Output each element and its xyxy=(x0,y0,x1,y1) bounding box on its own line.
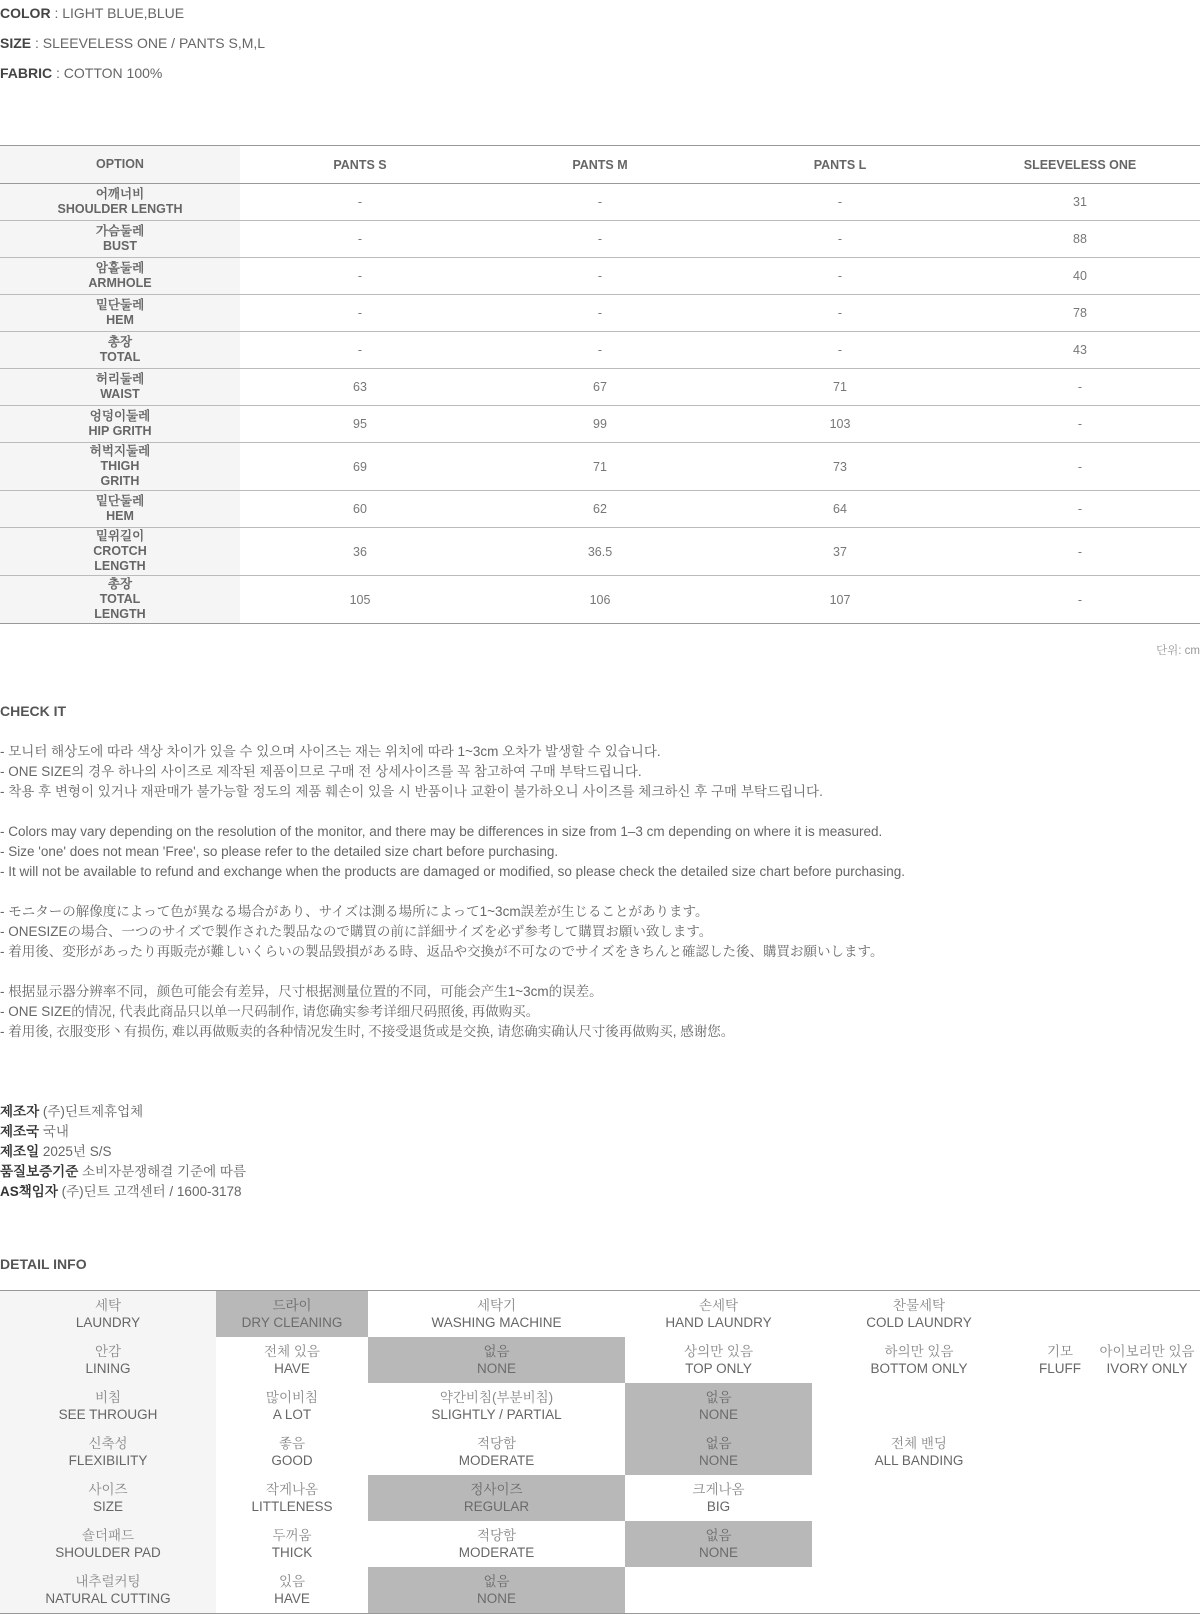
option-en: BUST xyxy=(102,239,138,253)
check-title: CHECK IT xyxy=(0,703,67,719)
detail-empty xyxy=(1094,1429,1200,1475)
detail-empty xyxy=(1094,1475,1200,1521)
spec-fabric-label: FABRIC xyxy=(0,65,53,81)
manufacturer-label: 품질보증기준 xyxy=(0,1164,79,1179)
check-line: - ONE SIZE的情况, 代表此商品只以单一尺码制作, 请您确实参考详细尺码照後, 再做购买。 xyxy=(0,1004,540,1019)
check-notes xyxy=(0,742,1200,1062)
spec-fabric-value: : COTTON 100% xyxy=(52,65,163,81)
size-row-option xyxy=(0,295,240,332)
detail-empty xyxy=(1026,1291,1094,1338)
detail-option-ko: 없음 xyxy=(705,1436,732,1451)
size-value: 64 xyxy=(720,491,960,528)
option-ko: 가슴둘레 xyxy=(95,224,145,238)
manufacturer-value: 소비자분쟁해결 기준에 따름 xyxy=(78,1164,246,1179)
detail-row xyxy=(0,1337,1200,1383)
check-paragraph xyxy=(0,742,1200,802)
spec-color-label: COLOR xyxy=(0,5,51,21)
detail-option xyxy=(1026,1337,1094,1383)
detail-option xyxy=(216,1383,368,1429)
detail-option-en: MODERATE xyxy=(458,1545,535,1560)
detail-option xyxy=(216,1475,368,1521)
detail-option xyxy=(625,1475,812,1521)
option-en: WAIST xyxy=(100,387,140,401)
header-pants-l: PANTS L xyxy=(720,146,960,184)
manufacturer-line xyxy=(0,1102,246,1122)
detail-empty xyxy=(1026,1383,1094,1429)
option-en: HEM xyxy=(106,509,134,523)
detail-option xyxy=(1094,1337,1200,1383)
spec-color-value: : LIGHT BLUE,BLUE xyxy=(50,5,185,21)
detail-option-ko: 찬물세탁 xyxy=(892,1298,946,1313)
detail-row xyxy=(0,1383,1200,1429)
size-value: 71 xyxy=(720,369,960,406)
size-row-option xyxy=(0,406,240,443)
detail-row xyxy=(0,1567,1200,1614)
detail-empty xyxy=(1026,1475,1094,1521)
detail-option xyxy=(216,1521,368,1567)
option-en: LENGTH xyxy=(94,607,146,621)
size-value: 36.5 xyxy=(480,528,720,576)
size-row-option xyxy=(0,443,240,491)
manufacturer-line xyxy=(0,1122,246,1142)
detail-option-ko: 없음 xyxy=(483,1574,510,1589)
option-en: TOTAL xyxy=(99,592,141,606)
size-row-option xyxy=(0,369,240,406)
detail-option xyxy=(812,1429,1026,1475)
detail-label-ko: 안감 xyxy=(94,1344,122,1359)
detail-option-ko: 없음 xyxy=(705,1390,732,1405)
size-row-option xyxy=(0,491,240,528)
size-value: - xyxy=(960,406,1200,443)
spec-fabric xyxy=(0,65,162,81)
detail-empty xyxy=(812,1475,1026,1521)
detail-option-en: NONE xyxy=(699,1407,739,1422)
size-value: - xyxy=(240,221,480,258)
option-ko: 엉덩이둘레 xyxy=(89,409,151,423)
detail-label-ko: 신축성 xyxy=(88,1436,128,1451)
size-value: - xyxy=(240,332,480,369)
size-value: 105 xyxy=(349,592,371,607)
size-value: - xyxy=(720,184,960,221)
detail-option-ko: 세탁기 xyxy=(476,1298,517,1313)
detail-option xyxy=(812,1337,1026,1383)
detail-option xyxy=(625,1337,812,1383)
option-en: HIP GRITH xyxy=(88,424,152,438)
option-ko: 암홀둘레 xyxy=(95,261,145,275)
detail-label xyxy=(0,1291,216,1338)
size-value: 67 xyxy=(480,369,720,406)
check-paragraph xyxy=(0,822,1200,882)
size-value: 71 xyxy=(480,443,720,491)
size-value: - xyxy=(480,184,720,221)
detail-empty xyxy=(1094,1291,1200,1338)
size-value: - xyxy=(960,443,1200,491)
detail-label-ko: 숄더패드 xyxy=(81,1528,135,1543)
size-value: - xyxy=(720,295,960,332)
option-en: TOTAL xyxy=(99,350,141,364)
check-line: - ONE SIZE의 경우 하나의 사이즈로 제작된 제품이므로 구매 전 상세사이즈를 꼭 참고하여 구매 부탁드립니다. xyxy=(0,764,642,779)
option-ko: 밑단둘레 xyxy=(95,298,145,312)
detail-table xyxy=(0,1290,1200,1614)
manufacturer-label: 제조국 xyxy=(0,1124,40,1139)
size-value: - xyxy=(960,491,1200,528)
manufacturer-label: 제조자 xyxy=(0,1104,40,1119)
detail-option-en: LITTLENESS xyxy=(251,1499,333,1514)
manufacturer-line xyxy=(0,1182,246,1202)
detail-empty xyxy=(667,1567,812,1614)
manufacturer-value: (주)딘트 고객센터 / 1600-3178 xyxy=(57,1184,242,1199)
spec-color xyxy=(0,5,184,21)
detail-option-en: WASHING MACHINE xyxy=(431,1315,562,1330)
option-en: SHOULDER LENGTH xyxy=(57,202,183,216)
detail-label xyxy=(0,1337,216,1383)
size-value: - xyxy=(720,221,960,258)
detail-option-ko: 상의만 있음 xyxy=(684,1344,753,1359)
size-row xyxy=(0,221,1200,258)
size-value: 107 xyxy=(829,592,851,607)
size-value: - xyxy=(240,295,480,332)
size-row xyxy=(0,528,1200,576)
detail-option-en: THICK xyxy=(271,1545,313,1560)
detail-empty xyxy=(1026,1429,1094,1475)
detail-option-en: TOP ONLY xyxy=(685,1361,752,1376)
detail-empty xyxy=(812,1567,1026,1614)
size-row xyxy=(0,258,1200,295)
detail-option-en: GOOD xyxy=(271,1453,313,1468)
unit-label: 단위: cm xyxy=(1156,645,1200,657)
detail-option-en: COLD LAUNDRY xyxy=(866,1315,972,1330)
detail-option-en: ALL BANDING xyxy=(874,1453,964,1468)
detail-option-en: NONE xyxy=(699,1545,739,1560)
size-value: 40 xyxy=(960,258,1200,295)
size-value: 60 xyxy=(240,491,480,528)
detail-label-ko: 비침 xyxy=(94,1390,122,1405)
detail-label-ko: 사이즈 xyxy=(88,1482,128,1497)
size-value: - xyxy=(480,221,720,258)
detail-option xyxy=(368,1383,625,1429)
detail-option-en: HAND LAUNDRY xyxy=(665,1315,772,1330)
option-ko: 총장 xyxy=(107,577,133,591)
detail-label xyxy=(0,1567,216,1614)
detail-empty xyxy=(625,1567,667,1614)
size-row-option xyxy=(0,184,240,221)
detail-option-ko: 하의만 있음 xyxy=(884,1344,954,1359)
size-table xyxy=(0,145,1200,624)
detail-option xyxy=(216,1567,368,1614)
detail-option-ko: 전체 있음 xyxy=(264,1344,320,1359)
detail-empty xyxy=(1026,1567,1094,1614)
size-value: 95 xyxy=(240,406,480,443)
detail-option-selected xyxy=(216,1291,368,1338)
size-value: 99 xyxy=(480,406,720,443)
detail-label-en: NATURAL CUTTING xyxy=(45,1591,171,1606)
detail-option-ko: 기모 xyxy=(1046,1344,1074,1359)
detail-empty xyxy=(1094,1383,1200,1429)
detail-row xyxy=(0,1291,1200,1338)
detail-empty xyxy=(812,1521,1026,1567)
size-value: 37 xyxy=(720,528,960,576)
detail-option-selected xyxy=(368,1567,625,1614)
detail-label xyxy=(0,1429,216,1475)
size-value: - xyxy=(960,528,1200,576)
detail-label xyxy=(0,1475,216,1521)
size-value: - xyxy=(480,258,720,295)
size-value: 73 xyxy=(720,443,960,491)
detail-option-selected xyxy=(368,1475,625,1521)
option-en: LENGTH xyxy=(94,559,146,573)
detail-empty xyxy=(1026,1521,1094,1567)
detail-option-ko: 없음 xyxy=(483,1344,510,1359)
manufacturer-value: 국내 xyxy=(39,1124,69,1139)
detail-option-en: FLUFF xyxy=(1039,1361,1082,1376)
option-en: HEM xyxy=(106,313,134,327)
detail-label xyxy=(0,1521,216,1567)
size-row xyxy=(0,184,1200,221)
spec-size-label: SIZE xyxy=(0,35,32,51)
detail-option xyxy=(625,1291,812,1338)
detail-label-ko: 세탁 xyxy=(94,1298,122,1313)
size-value: - xyxy=(720,258,960,295)
detail-option-en: IVORY ONLY xyxy=(1106,1361,1188,1376)
option-en: CROTCH xyxy=(93,544,147,558)
detail-option-selected xyxy=(625,1429,812,1475)
detail-option-ko: 전체 밴딩 xyxy=(891,1436,947,1451)
size-row xyxy=(0,295,1200,332)
detail-option-ko: 크게나옴 xyxy=(692,1482,745,1497)
check-line: - 着用後、変形があったり再販売が難しいくらいの製品毀損がある時、返品や交換が不可なのでサイズをきちんと確認した後、購買お願いします。 xyxy=(0,944,884,959)
check-line: - モニターの解像度によって色が異なる場合があり、サイズは測る場所によって1~3cm誤差が生じることがあります。 xyxy=(0,904,709,919)
detail-option-ko: 많이비침 xyxy=(265,1390,319,1405)
detail-label-en: SEE THROUGH xyxy=(58,1407,158,1422)
size-row-option xyxy=(0,221,240,258)
detail-option-en: A LOT xyxy=(272,1407,312,1422)
detail-option-ko: 있음 xyxy=(278,1574,306,1589)
size-row xyxy=(0,406,1200,443)
size-value: - xyxy=(960,369,1200,406)
size-value: 69 xyxy=(240,443,480,491)
detail-empty xyxy=(1094,1521,1200,1567)
size-row xyxy=(0,443,1200,491)
option-en: ARMHOLE xyxy=(88,276,152,290)
header-sleeveless-one: SLEEVELESS ONE xyxy=(960,146,1200,184)
check-line: - 모니터 해상도에 따라 색상 차이가 있을 수 있으며 사이즈는 재는 위치에 따라 1~3cm 오차가 발생할 수 있습니다. xyxy=(0,744,661,759)
option-en: THIGH xyxy=(100,459,140,473)
header-option: OPTION xyxy=(0,146,240,184)
check-line: - Colors may vary depending on the resolution of the monitor, and there may be differences in size from 1–3 cm depending on where it is measured. xyxy=(0,824,883,839)
size-row xyxy=(0,332,1200,369)
option-en: GRITH xyxy=(100,474,140,488)
detail-option-en: BOTTOM ONLY xyxy=(870,1361,968,1376)
detail-option-en: BIG xyxy=(706,1499,731,1514)
detail-option-ko: 적당함 xyxy=(476,1528,517,1543)
size-value: - xyxy=(240,258,480,295)
detail-option xyxy=(812,1291,1026,1338)
check-paragraph xyxy=(0,902,1200,962)
detail-row xyxy=(0,1475,1200,1521)
size-row-option xyxy=(0,258,240,295)
detail-option xyxy=(368,1291,625,1338)
manufacturer-label: 제조일 xyxy=(0,1144,40,1159)
size-value: - xyxy=(240,184,480,221)
detail-label-en: SIZE xyxy=(92,1499,123,1514)
detail-option-en: DRY CLEANING xyxy=(241,1315,343,1330)
manufacturer-line xyxy=(0,1142,246,1162)
option-ko: 허벅지둘레 xyxy=(89,444,151,458)
check-paragraph xyxy=(0,982,1200,1042)
detail-row xyxy=(0,1521,1200,1567)
detail-option-en: HAVE xyxy=(274,1591,310,1606)
detail-option-ko: 적당함 xyxy=(476,1436,517,1451)
detail-option-ko: 좋음 xyxy=(278,1436,306,1451)
detail-option-en: NONE xyxy=(699,1453,739,1468)
detail-option-en: HAVE xyxy=(274,1361,310,1376)
detail-option-ko: 정사이즈 xyxy=(470,1482,523,1497)
option-ko: 어깨너비 xyxy=(95,187,145,201)
detail-empty xyxy=(812,1383,1026,1429)
size-row-option xyxy=(0,528,240,576)
size-table-header xyxy=(0,146,1200,184)
size-value: - xyxy=(480,295,720,332)
check-line: - It will not be available to refund and exchange when the products are damaged or modified, so please check the detailed size chart before purchasing. xyxy=(0,864,906,879)
detail-option xyxy=(216,1337,368,1383)
manufacturer-line xyxy=(0,1162,246,1182)
size-row-option xyxy=(0,332,240,369)
size-value: 63 xyxy=(240,369,480,406)
detail-label-en: LAUNDRY xyxy=(75,1315,141,1330)
detail-option xyxy=(368,1521,625,1567)
size-value: 78 xyxy=(960,295,1200,332)
size-value: - xyxy=(480,332,720,369)
size-row xyxy=(0,491,1200,528)
size-value: - xyxy=(1077,592,1083,607)
size-value: 106 xyxy=(589,592,611,607)
manufacturer-value: 2025년 S/S xyxy=(39,1144,112,1159)
size-value: - xyxy=(720,332,960,369)
detail-empty xyxy=(1094,1567,1200,1614)
size-value: 31 xyxy=(960,184,1200,221)
size-row-option xyxy=(0,576,240,624)
option-ko: 밑위길이 xyxy=(95,529,145,543)
size-row xyxy=(0,576,1200,624)
option-ko: 밑단둘레 xyxy=(95,494,145,508)
detail-option-ko: 손세탁 xyxy=(698,1298,739,1313)
header-pants-m: PANTS M xyxy=(480,146,720,184)
manufacturer-label: AS책임자 xyxy=(0,1184,58,1199)
size-value: 103 xyxy=(720,406,960,443)
header-pants-s: PANTS S xyxy=(240,146,480,184)
check-line: - 着用後, 衣服变形丶有损伤, 难以再做贩卖的各种情况发生时, 不接受退货或是交换, 请您确实确认尺寸後再做购买, 感谢您。 xyxy=(0,1024,735,1039)
detail-label-en: FLEXIBILITY xyxy=(68,1453,148,1468)
spec-size-value: : SLEEVELESS ONE / PANTS S,M,L xyxy=(31,35,266,51)
detail-option-en: MODERATE xyxy=(458,1453,535,1468)
size-value: 88 xyxy=(960,221,1200,258)
size-value: 62 xyxy=(480,491,720,528)
detail-option xyxy=(216,1429,368,1475)
detail-option xyxy=(368,1429,625,1475)
detail-option-ko: 드라이 xyxy=(272,1298,312,1313)
spec-size xyxy=(0,35,265,51)
detail-option-ko: 약간비침(부분비침) xyxy=(439,1390,554,1405)
detail-row xyxy=(0,1429,1200,1475)
detail-option-selected xyxy=(368,1337,625,1383)
detail-option-en: SLIGHTLY / PARTIAL xyxy=(431,1407,562,1422)
detail-label-ko: 내추럴커팅 xyxy=(75,1574,141,1589)
option-ko: 허리둘레 xyxy=(95,372,145,386)
detail-label-en: SHOULDER PAD xyxy=(55,1545,161,1560)
detail-option-ko: 작게나옴 xyxy=(265,1482,319,1497)
check-line: - 根据显示器分辨率不同，颜色可能会有差异，尺寸根据测量位置的不同，可能会产生1~3cm的误差。 xyxy=(0,984,603,999)
detail-label-en: LINING xyxy=(85,1361,131,1376)
detail-option-selected xyxy=(625,1383,812,1429)
detail-option-en: REGULAR xyxy=(463,1499,530,1514)
detail-option-selected xyxy=(625,1521,812,1567)
check-line: - ONESIZEの場合、一つのサイズで製作された製品なので購買の前に詳細サイズを必ず参考して購買お願い致します。 xyxy=(0,924,713,939)
option-ko: 총장 xyxy=(107,335,133,349)
detail-title: DETAIL INFO xyxy=(0,1256,87,1272)
size-value: 36 xyxy=(240,528,480,576)
detail-option-en: NONE xyxy=(477,1591,517,1606)
detail-option-ko: 아이보리만 있음 xyxy=(1099,1344,1195,1359)
manufacturer-info xyxy=(0,1102,246,1202)
check-line: - 착용 후 변형이 있거나 재판매가 불가능할 정도의 제품 훼손이 있을 시 반품이나 교환이 불가하오니 사이즈를 체크하신 후 구매 부탁드립니다. xyxy=(0,784,823,799)
detail-option-ko: 두꺼움 xyxy=(272,1528,312,1543)
size-value: 43 xyxy=(960,332,1200,369)
size-row xyxy=(0,369,1200,406)
detail-option-en: NONE xyxy=(477,1361,517,1376)
detail-option-ko: 없음 xyxy=(705,1528,732,1543)
check-line: - Size 'one' does not mean 'Free', so please refer to the detailed size chart before purchasing. xyxy=(0,844,559,859)
manufacturer-value: (주)딘트제휴업체 xyxy=(39,1104,144,1119)
detail-label xyxy=(0,1383,216,1429)
